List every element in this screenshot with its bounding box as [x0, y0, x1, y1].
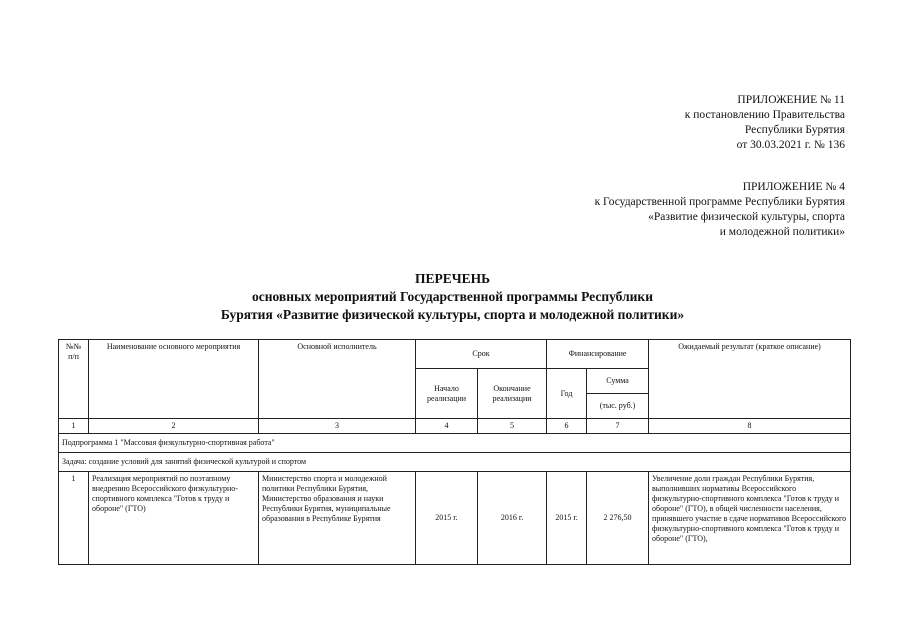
appendix-4-line: ПРИЛОЖЕНИЕ № 4 — [742, 181, 845, 193]
appendix-4-line: и молодежной политики» — [719, 226, 845, 238]
title-line: основных мероприятий Государственной программы Республики — [252, 289, 653, 304]
row-sum: 2 276,50 — [587, 472, 649, 565]
header-num: №№ п/п — [59, 340, 89, 419]
header-result: Ожидаемый результат (краткое описание) — [649, 340, 851, 419]
subprogram-title: Подпрограмма 1 "Массовая физкультурно-спортивная работа" — [59, 434, 851, 453]
row-year: 2015 г. — [547, 472, 587, 565]
appendix-11-line: к постановлению Правительства — [684, 109, 845, 121]
header-year: Год — [547, 369, 587, 419]
row-activity-name: Реализация мероприятий по поэтапному внедрению Всероссийского физкультурно-спортивного комплекса "Готов к труду и обороне" (ГТО) — [89, 472, 259, 565]
col-number: 7 — [587, 419, 649, 434]
appendix-4-line: к Государственной программе Республики Бурятия — [594, 196, 845, 208]
activities-table — [58, 339, 851, 565]
col-number: 3 — [259, 419, 416, 434]
task-row — [59, 453, 851, 472]
header-sum-unit: (тыс. руб.) — [587, 394, 649, 419]
title-line: Бурятия «Развитие физической культуры, спорта и молодежной политики» — [220, 307, 685, 322]
header-sum: Сумма — [587, 369, 649, 394]
header-term-end: Окончание реализации — [478, 369, 547, 419]
row-start: 2015 г. — [416, 472, 478, 565]
document-title — [0, 270, 905, 324]
appendix-4-line: «Развитие физической культуры, спорта — [648, 211, 845, 223]
title-line: ПЕРЕЧЕНЬ — [414, 271, 491, 286]
task-title: Задача: создание условий для занятий физической культурой и спортом — [59, 453, 851, 472]
col-number: 6 — [547, 419, 587, 434]
col-number: 4 — [416, 419, 478, 434]
appendix-4-block — [595, 180, 845, 240]
appendix-11-line: ПРИЛОЖЕНИЕ № 11 — [737, 94, 845, 106]
row-result: Увеличение доли граждан Республики Бурятия, выполнивших нормативы Всероссийского физкультурно-спортивного комплекса "Готов к труду и обороне" (ГТО), в общей численности населения, принявшего участие в сдаче нормативов Всероссийского физкультурно-спортивного комплекса "Готов к труду и обороне" (ГТО), — [649, 472, 851, 565]
appendix-11-line: от 30.03.2021 г. № 136 — [736, 139, 845, 151]
header-term-start: Начало реализации — [416, 369, 478, 419]
col-number: 5 — [478, 419, 547, 434]
appendix-11-block — [685, 93, 845, 153]
col-number: 8 — [649, 419, 851, 434]
row-num: 1 — [59, 472, 89, 565]
row-end: 2016 г. — [478, 472, 547, 565]
header-name: Наименование основного мероприятия — [89, 340, 259, 419]
appendix-11-line: Республики Бурятия — [744, 124, 845, 136]
col-number: 2 — [89, 419, 259, 434]
subprogram-row — [59, 434, 851, 453]
row-executor: Министерство спорта и молодежной политики Республики Бурятия, Министерство образования и науки Республики Бурятия, муниципальные образования в Республике Бурятия — [259, 472, 416, 565]
column-numbers-row — [59, 419, 851, 434]
header-term: Срок — [416, 340, 547, 369]
header-executor: Основной исполнитель — [259, 340, 416, 419]
table-row — [59, 472, 851, 565]
header-financing: Финансирование — [547, 340, 649, 369]
table-header-row — [59, 340, 851, 369]
col-number: 1 — [59, 419, 89, 434]
